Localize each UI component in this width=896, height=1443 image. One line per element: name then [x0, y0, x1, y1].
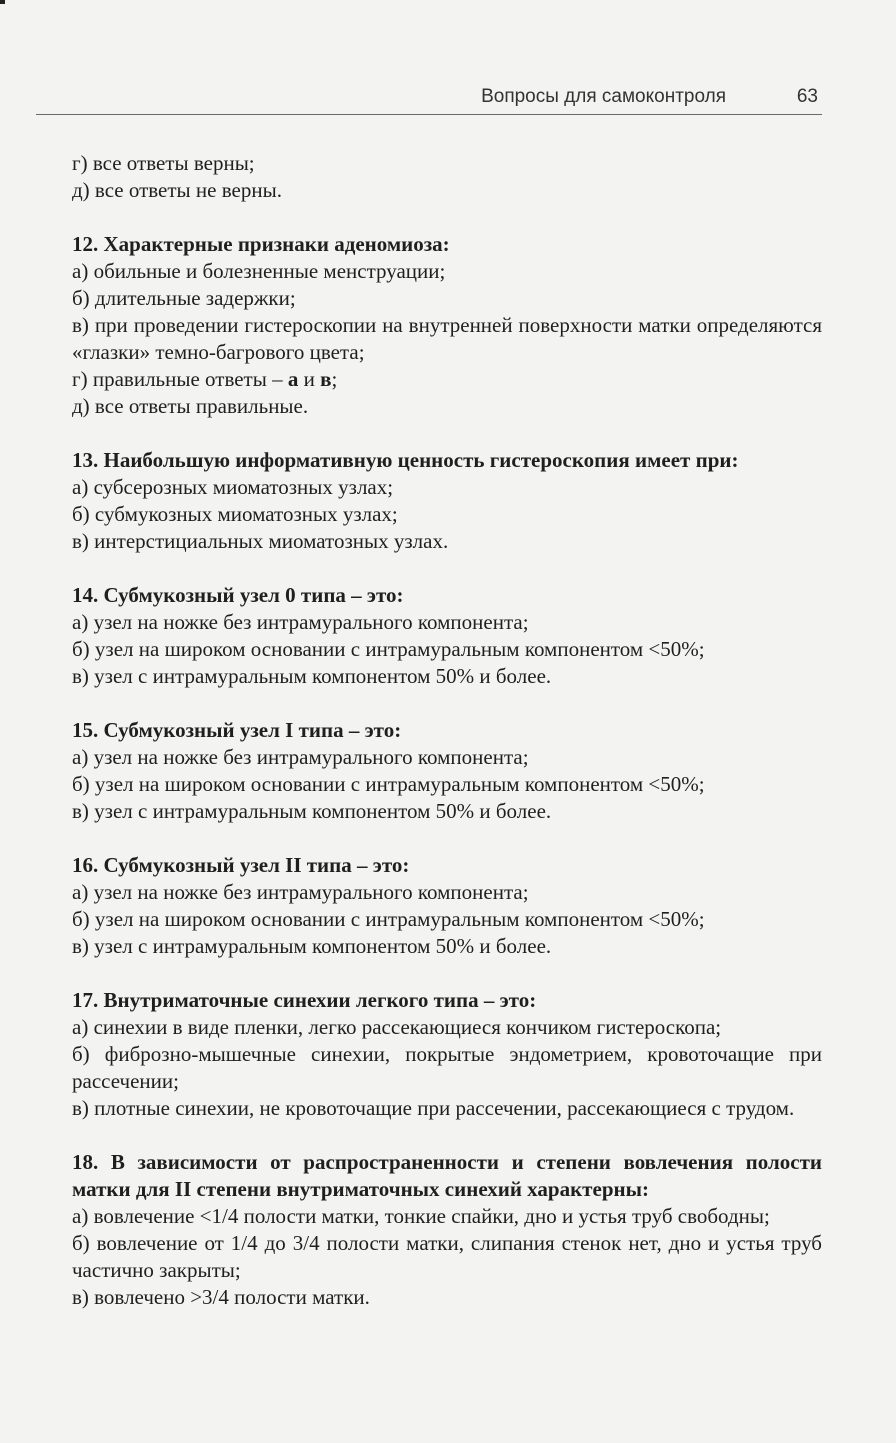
continued-answers: [36, 150, 822, 204]
scan-corner-mark: [0, 0, 5, 4]
answer-text: и: [298, 367, 321, 391]
answer-option: а) обильные и болезненные менструации;: [72, 259, 446, 283]
answer-text: г) правильные ответы –: [72, 367, 288, 391]
answer-option: б) фиброзно-мышечные синехии, покрытые эндометрием, кровоточащие при рассечении;: [72, 1042, 822, 1093]
page-header: [36, 84, 822, 115]
question-title: 16. Субмукозный узел II типа – это:: [72, 853, 410, 877]
question-title: 13. Наибольшую информативную ценность гистероскопия имеет при:: [72, 448, 739, 472]
question-title: 12. Характерные признаки аденомиоза:: [72, 232, 450, 256]
answer-option: а) синехии в виде пленки, легко рассекающиеся кончиком гистероскопа;: [72, 1015, 722, 1039]
answer-option: а) узел на ножке без интрамурального компонента;: [72, 610, 529, 634]
question-18: [36, 1149, 822, 1311]
question-14: [36, 582, 822, 690]
answer-option: а) субсерозных миоматозных узлах;: [72, 475, 394, 499]
answer-option: б) субмукозных миоматозных узлах;: [72, 502, 398, 526]
answer-option: б) узел на широком основании с интрамуральным компонентом <50%;: [72, 772, 705, 796]
running-title: Вопросы для самоконтроля: [481, 86, 726, 107]
page-body: [36, 150, 822, 1311]
answer-option: в) узел с интрамуральным компонентом 50% и более.: [72, 934, 552, 958]
answer-bold-letter: а: [287, 367, 299, 391]
answer-bold-letter: в: [320, 367, 332, 391]
answer-option: б) длительные задержки;: [72, 286, 296, 310]
page-number: 63: [796, 86, 818, 107]
answer-option: д) все ответы правильные.: [72, 394, 309, 418]
question-title: 14. Субмукозный узел 0 типа – это:: [72, 583, 404, 607]
answer-text: ;: [331, 367, 338, 391]
answer-option: в) при проведении гистероскопии на внутренней поверхности матки определяются «глазки» темно-багрового цвета;: [72, 313, 822, 364]
answer-option: б) узел на широком основании с интрамуральным компонентом <50%;: [72, 907, 705, 931]
answer-option: б) узел на широком основании с интрамуральным компонентом <50%;: [72, 637, 705, 661]
answer-option: г) все ответы верны;: [72, 151, 255, 175]
answer-option: в) узел с интрамуральным компонентом 50% и более.: [72, 664, 552, 688]
question-12: [36, 231, 822, 420]
answer-option: [36, 366, 822, 393]
answer-option: б) вовлечение от 1/4 до 3/4 полости матки, слипания стенок нет, дно и устья труб частично закрыты;: [72, 1231, 822, 1282]
question-title: 15. Субмукозный узел I типа – это:: [72, 718, 402, 742]
answer-option: д) все ответы не верны.: [72, 178, 282, 202]
answer-option: а) узел на ножке без интрамурального компонента;: [72, 745, 529, 769]
answer-option: в) интерстициальных миоматозных узлах.: [72, 529, 449, 553]
question-title: 17. Внутриматочные синехии легкого типа – это:: [72, 988, 537, 1012]
answer-option: в) плотные синехии, не кровоточащие при рассечении, рассекающиеся с трудом.: [72, 1096, 795, 1120]
answer-option: а) узел на ножке без интрамурального компонента;: [72, 880, 529, 904]
question-17: [36, 987, 822, 1122]
answer-option: а) вовлечение <1/4 полости матки, тонкие спайки, дно и устья труб свободны;: [72, 1204, 770, 1228]
question-15: [36, 717, 822, 825]
answer-option: в) узел с интрамуральным компонентом 50% и более.: [72, 799, 552, 823]
question-title: 18. В зависимости от распространенности и степени вовлечения полости матки для II степени внутриматочных синехий характерны:: [72, 1150, 822, 1201]
answer-option: в) вовлечено >3/4 полости матки.: [72, 1285, 370, 1309]
question-13: [36, 447, 822, 555]
question-16: [36, 852, 822, 960]
